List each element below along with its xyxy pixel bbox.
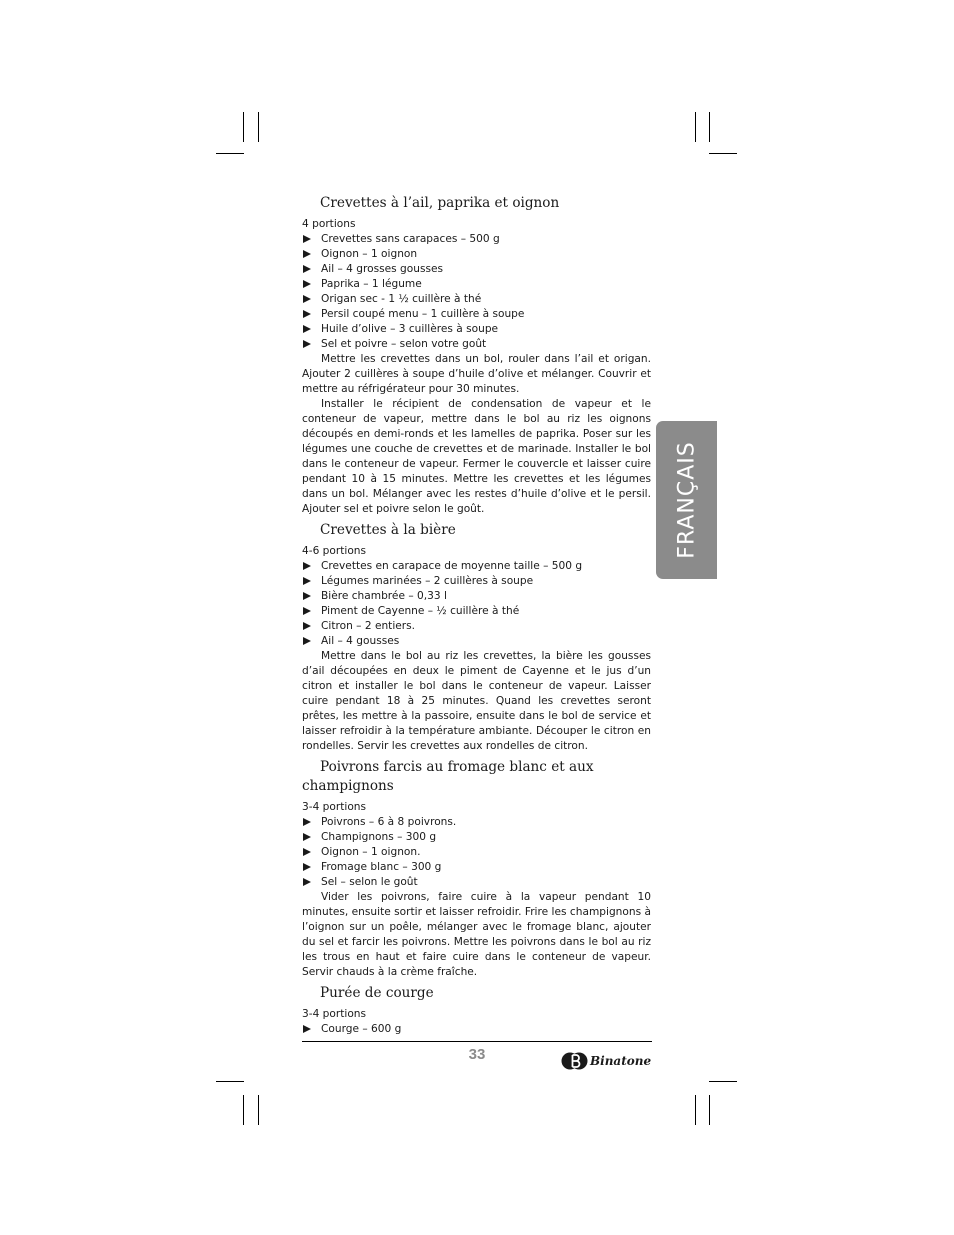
ingredient-item: [302, 845, 651, 860]
recipe-portions: 4-6 portions: [302, 545, 367, 557]
crop-mark: [695, 1095, 696, 1125]
ingredient-text: Sel – selon le goût: [321, 876, 418, 888]
binatone-logo-icon: [561, 1050, 589, 1072]
crop-mark: [695, 112, 696, 142]
recipe-portions: 4 portions: [302, 218, 356, 230]
ingredient-item: [302, 634, 651, 649]
ingredient-item: [302, 232, 651, 247]
language-tab-label: FRANÇAIS: [674, 441, 699, 559]
ingredient-item: [302, 247, 651, 262]
recipe-instructions: Mettre dans le bol au riz les crevettes, la bière les gousses d’ail découpées en deux le piment de Cayenne et le jus d’un citron et installer le bol dans le conteneur de vapeur. Laisser cuire pendant 18 à 25 minutes. Quand les crevettes seront prêtes, les mettre à la passoire, ensuite dans le bol de service et laisser refroidir à la température ambiante. Découper le citron en rondelles. Servir les crevettes aux rondelles de citron.: [302, 650, 651, 752]
ingredient-text: Poivrons – 6 à 8 poivrons.: [321, 816, 457, 828]
bullet-arrow-icon: [303, 577, 311, 585]
ingredient-text: Oignon – 1 oignon: [321, 248, 418, 260]
ingredient-item: [302, 1022, 651, 1037]
brand-name: Binatone: [590, 1054, 652, 1068]
bullet-arrow-icon: [303, 310, 311, 318]
ingredient-text: Champignons – 300 g: [321, 831, 437, 843]
ingredient-item: [302, 292, 651, 307]
page-number: 33: [468, 1046, 486, 1063]
recipe: [302, 521, 651, 754]
ingredient-item: [302, 875, 651, 890]
ingredient-list: [302, 559, 651, 649]
ingredient-text: Huile d’olive – 3 cuillères à soupe: [321, 323, 499, 335]
crop-mark: [243, 1095, 244, 1125]
ingredient-item: [302, 559, 651, 574]
recipe-portions: 3-4 portions: [302, 1008, 367, 1020]
crop-mark: [216, 153, 244, 154]
ingredient-item: [302, 262, 651, 277]
recipe-title: Poivrons farcis au fromage blanc et aux champignons: [302, 759, 594, 794]
ingredient-list: [302, 815, 651, 890]
recipe: [302, 194, 651, 517]
recipe-title: Crevettes à l’ail, paprika et oignon: [320, 195, 560, 211]
ingredient-item: [302, 322, 651, 337]
ingredient-list: [302, 1022, 651, 1037]
bullet-arrow-icon: [303, 1025, 311, 1033]
ingredient-text: Crevettes en carapace de moyenne taille – 500 g: [321, 560, 583, 572]
bullet-arrow-icon: [303, 637, 311, 645]
ingredient-text: Persil coupé menu – 1 cuillère à soupe: [321, 308, 525, 320]
brand-logo: [561, 1050, 651, 1072]
ingredient-item: [302, 604, 651, 619]
ingredient-item: [302, 860, 651, 875]
ingredient-text: Sel et poivre – selon votre goût: [321, 338, 487, 350]
crop-mark: [709, 153, 737, 154]
crop-mark: [709, 1095, 710, 1125]
bullet-arrow-icon: [303, 250, 311, 258]
recipe-instructions: Installer le récipient de condensation de vapeur et le conteneur de vapeur, mettre dans le bol au riz les oignons découpés en demi-ronds et les lamelles de paprika. Poser sur les légumes une couche de crevettes et de marinade. Installer le bol dans le conteneur de vapeur. Fermer le couvercle et laisser cuire pendant 10 à 15 minutes. Mettre les crevettes et les légumes dans un bol. Mélanger avec les restes d’huile d’olive et le persil. Ajouter sel et poivre selon le goût.: [302, 398, 651, 515]
ingredient-text: Citron – 2 entiers.: [321, 620, 416, 632]
ingredient-text: Piment de Cayenne – ½ cuillère à thé: [321, 605, 520, 617]
bullet-arrow-icon: [303, 325, 311, 333]
ingredient-text: Courge – 600 g: [321, 1023, 402, 1035]
language-tab: [656, 421, 717, 579]
recipe-portions: 3-4 portions: [302, 801, 367, 813]
ingredient-text: Bière chambrée – 0,33 l: [321, 590, 447, 602]
ingredient-text: Paprika – 1 légume: [321, 278, 422, 290]
bullet-arrow-icon: [303, 833, 311, 841]
bullet-arrow-icon: [303, 235, 311, 243]
bullet-arrow-icon: [303, 592, 311, 600]
bullet-arrow-icon: [303, 280, 311, 288]
ingredient-item: [302, 307, 651, 322]
ingredient-item: [302, 277, 651, 292]
recipe-instructions: Mettre les crevettes dans un bol, rouler dans l’ail et origan. Ajouter 2 cuillères à soupe d’huile d’olive et mélanger. Couvrir et mettre au réfrigérateur pour 30 minutes.: [302, 353, 651, 395]
recipe: [302, 984, 651, 1037]
ingredient-text: Ail – 4 grosses gousses: [321, 263, 444, 275]
ingredient-text: Origan sec - 1 ½ cuillère à thé: [321, 293, 482, 305]
recipe-title: Purée de courge: [320, 985, 434, 1001]
bullet-arrow-icon: [303, 863, 311, 871]
ingredient-text: Oignon – 1 oignon.: [321, 846, 421, 858]
ingredient-item: [302, 815, 651, 830]
ingredient-item: [302, 619, 651, 634]
ingredient-text: Fromage blanc – 300 g: [321, 861, 442, 873]
bullet-arrow-icon: [303, 848, 311, 856]
crop-mark: [216, 1081, 244, 1082]
bullet-arrow-icon: [303, 818, 311, 826]
ingredient-item: [302, 830, 651, 845]
ingredient-text: Ail – 4 gousses: [321, 635, 400, 647]
crop-mark: [243, 112, 244, 142]
ingredient-item: [302, 574, 651, 589]
bullet-arrow-icon: [303, 340, 311, 348]
ingredient-item: [302, 337, 651, 352]
recipe-column: [302, 190, 651, 1037]
crop-mark: [258, 112, 259, 142]
footer-divider: [302, 1041, 652, 1042]
crop-mark: [258, 1095, 259, 1125]
ingredient-item: [302, 589, 651, 604]
bullet-arrow-icon: [303, 607, 311, 615]
ingredient-text: Légumes marinées – 2 cuillères à soupe: [321, 575, 534, 587]
bullet-arrow-icon: [303, 562, 311, 570]
bullet-arrow-icon: [303, 265, 311, 273]
ingredient-text: Crevettes sans carapaces – 500 g: [321, 233, 500, 245]
crop-mark: [709, 1081, 737, 1082]
recipe: [302, 758, 651, 980]
bullet-arrow-icon: [303, 878, 311, 886]
bullet-arrow-icon: [303, 295, 311, 303]
recipe-instructions: Vider les poivrons, faire cuire à la vapeur pendant 10 minutes, ensuite sortir et laisser refroidir. Frire les champignons à l’oignon sur un poêle, mélanger avec le fromage blanc, ajouter du sel et farcir les poivrons. Mettre les poivrons dans le bol au riz les trous en haut et faire cuire dans le conteneur de vapeur. Servir chauds à la crème fraîche.: [302, 891, 651, 978]
ingredient-list: [302, 232, 651, 352]
recipe-title: Crevettes à la bière: [320, 522, 456, 538]
crop-mark: [709, 112, 710, 142]
bullet-arrow-icon: [303, 622, 311, 630]
